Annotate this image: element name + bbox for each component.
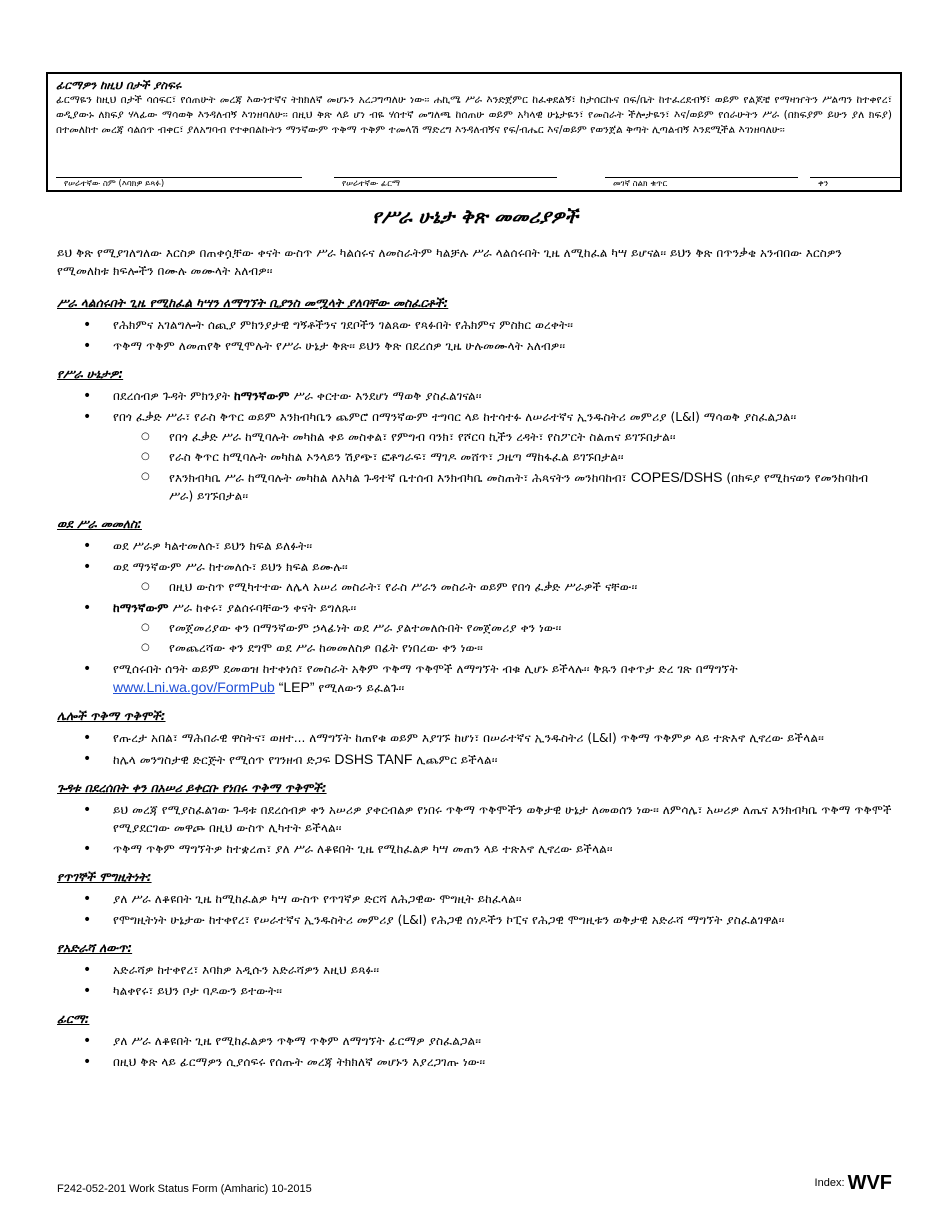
signature-box (46, 72, 902, 192)
text-span: የእንክብካቤ ሥራ ከሚባሉት መካከል ለአካል ጉዳተኛ ቤተሰብ እንክብካቤ መስጠት፣ ሕጻናትን መንከባከብ፣ (169, 471, 631, 485)
section-other-benefits (57, 707, 893, 769)
form-index (815, 1172, 892, 1195)
section-employer-benefits (57, 779, 893, 858)
section-heading: የሥራ ሁኔታዎ: (57, 367, 124, 381)
section-heading: የጥገኞች ሞግዚትነት: (57, 870, 152, 884)
worker-name-field[interactable]: የሠራተኛው ስም (እባክዎ ይጻፉ) (56, 177, 302, 190)
lep-keyword: “LEP” (274, 679, 315, 695)
program-name: DSHS TANF (334, 751, 413, 767)
text-span: ከሌላ መንግስታዊ ድርጅት የሚሰጥ የገንዘብ ድጋፍ (113, 753, 335, 767)
sub-list-item: ○ የመጨረሻው ቀን ደግሞ ወደ ሥራ ከመመለስዎ በፊት የነበረው ቀን ነው፡፡ (113, 639, 893, 657)
intro-paragraph: ይህ ቅጽ የሚያገለግለው እርስዎ በጠቀሷቸው ቀናት ውስጥ ሥራ ካልሰሩና ለመስራትም ካልቻሉ ሥራ ላልሰሩበት ጊዜ ለሚከፈል ካሣ ይሆናል፡፡ ይህን ቅጽ በጥንቃቄ አንብበው እርስዎን የሚመለከቱ ክፍሎችን በሙሉ መሙላት አለብዎ፡፡ (57, 246, 842, 278)
emphasis-text: ከማንኛውም (233, 389, 290, 403)
section-return-to-work (57, 515, 893, 697)
section-heading: ሌሎች ጥቅማ ጥቅሞች: (57, 709, 166, 723)
worker-signature-field[interactable]: የሠራተኛው ፊርማ (334, 177, 557, 190)
list-item: • ካልቀየሩ፣ ይህን ቦታ ባዶውን ይተውት፡፡ (57, 982, 893, 1000)
section-work-status (57, 365, 893, 505)
list-item: • አድራሻዎ ከተቀየረ፣ እባክዎ አዲሱን አድራሻዎን እዚህ ይጻፉ፡፡ (57, 961, 893, 979)
list-item: • የጡረታ አበል፣ ማሕበራዊ ዋስትና፣ ወዘተ... ለማግኘት ከጠየቁ ወይም እያገኙ ከሆነ፣ በሠራተኛና ኢንዱስትሪ (L&I) ጥቅማ ጥቅምዎ ላይ ተጽእኖ ሊኖረው ይችላል፡፡ (57, 729, 893, 747)
list-item: • ያለ ሥራ ለቆዩበት ጊዜ ከሚከፈልዎ ካሣ ውስጥ የጥገኛዎ ድርሻ ለሕጋዊው ሞግዚት ይከፈላል፡፡ (57, 890, 893, 908)
signature-fields-row (56, 177, 892, 193)
emphasis-text: ከማንኛውም (113, 601, 169, 615)
page-title: የሥራ ሁኔታ ቅጽ መመሪያዎች (372, 206, 578, 228)
text-span: የሚሰሩበት ሰዓት ወይም ደመወዝ ከተቀነሰ፣ የመስራት አቅም ጥቅማ ጥቅሞች ለማግኘት ብቁ ሊሆኑ ይችላሉ፡፡ ቅጹን በቀጥታ ድረ ገጽ በማግኘት (113, 662, 738, 676)
text-span: ሥራ ከቀሩ፣ ያልሰሩባቸውን ቀናት ይግለጹ፡፡ (168, 601, 357, 615)
list-item: • በዚህ ቅጽ ላይ ፊርማዎን ሲያሰፍሩ የሰጡት መረጃ ትክክለኛ መሆኑን እያረጋገጡ ነው፡፡ (57, 1053, 893, 1071)
text-span: የሚለውን ይፈልጉ፡፡ (314, 681, 405, 695)
list-item: • ጥቅማ ጥቅም ማግኘትዎ ከተቋረጠ፣ ያለ ሥራ ለቆዩበት ጊዜ የሚከፈልዎ ካሣ መጠን ላይ ተጽእኖ ሊኖረው ይችላል፡፡ (57, 840, 893, 858)
sub-list-item: ○ የበጎ ፈቃድ ሥራ ከሚባሉት መካከል ቀይ መስቀል፣ የምግብ ባንክ፣ የሾርባ ኪችን ረዳት፣ የስፖርት ስልጠና ይገኙበታል፡፡ (113, 428, 893, 446)
form-id: F242-052-201 Work Status Form (Amharic) 10-2015 (57, 1183, 312, 1195)
text-span: የበጎ ፈቃድ ሥራ፣ የራስ ቅጥር ወይም እንክብካቤን ጨምሮ በማንኛውም ተግባር ላይ ከተሳተፉ ለሠራተኛና ኢንዱስትሪ መምሪያ (L&I) ማሳወቅ ያስፈልጋል፡፡ (113, 410, 797, 424)
list-item: • ያለ ሥራ ለቆዩበት ጊዜ የሚከፈልዎን ጥቅማ ጥቅም ለማግኘት ፊርማዎ ያስፈልጋል፡፡ (57, 1032, 893, 1050)
sub-list-item: ○ የመጀመሪያው ቀን በማንኛውም ኃላፊነት ወደ ሥራ ያልተመለሱበት የመጀመሪያ ቀን ነው፡፡ (113, 619, 893, 637)
signature-box-text: ፊርማዬን ከዚህ በታች ሳሰፍር፣ የሰጠሁት መረጃ እውነተኛና ትክክለኛ መሆኑን አረጋግጣለሁ ነው፡፡ ሐኪሜ ሥራ እንድጀምር ከፈቀደልኝ፣ ከታሰርኩና በፍ/ቤት ከተፈረደብኝ፣ ወይም የልጆቼ የማዛዠትን ሥልጣን ከተቀየረ፣ ወዲያውኑ ለክፍያ ሃላፊው ማሳወቅ እንዳለብኝ እገነዘባለሁ፡፡ በዚህ ቅጽ ላይ ሆነ ብዬ ሃሰተኛ መግለጫ ከሰጠሁ ወይም አካላዊ ሁኔታዬን፣ የመስራት ችሎታዬን፣ እና/ወይም የሰራሁትን ሥራ (በክፍያም ይሁን ያለ ክፍያ) በተመለከተ መረጃ ሳልሰጥ ብቀር፣ ያለአግባብ የተቀበልኩትን ማንኛውም ጥቅማ ጥቅም ተመላሽ ማድረግ እንዳለብኝና የፍ/ብሔር እና/ወይም የወንጀል ቅጣት ሊጣልብኝ እንደሚችል እገነዘባለሁ፡፡ (56, 94, 892, 137)
section-dependents-custody (57, 868, 893, 929)
text-span: ሥራ ቀርተው እንደሆነ ማወቅ ያስፈልገናል፡፡ (289, 389, 482, 403)
section-requirements (57, 294, 893, 355)
text-span: ሊጨምር ይችላል፡፡ (412, 753, 498, 767)
program-name: COPES/DSHS (630, 469, 723, 485)
index-code: WVF (847, 1172, 892, 1194)
index-label: Index: (814, 1177, 848, 1189)
list-item: • የሞግዚትነት ሁኔታው ከተቀየረ፣ የሠራተኛና ኢንዱስትሪ መምሪያ (L&I) የሕጋዊ ሰነዶችን ኮፒና የሕጋዊ ሞግዚቱን ወቅታዊ አድራሻ ማግኘት ያስፈልገዋል፡፡ (57, 911, 893, 929)
list-item (57, 558, 893, 596)
text-span: በደረሰብዎ ጉዳት ምክንያት (113, 389, 234, 403)
signature-box-title: ፊርማዎን ከዚህ በታች ያስፍሩ (56, 78, 182, 92)
list-item: • ጥቅማ ጥቅም ለመጠየቅ የሚሞሉት የሥራ ሁኔታ ቅጽ፡፡ ይህን ቅጽ በደረሰዎ ጊዜ ሁሉመሙላት አለብዎ፡፡ (57, 337, 893, 355)
section-heading: ወደ ሥራ መመለስ: (57, 517, 142, 531)
list-item: • የሕክምና አገልግሎት ሰጪያ ምክንያታዊ ግኝቶችንና ገደቦችን ገልጸው የጻፉበት የሕክምና ምስክር ወረቀት፡፡ (57, 316, 893, 334)
phone-number-field[interactable]: መገኛ ስልክ ቁጥር (605, 177, 798, 190)
list-item (57, 660, 893, 697)
list-item (57, 750, 893, 769)
list-item (57, 408, 893, 505)
instructions-body (57, 244, 893, 1074)
section-heading: ሥራ ላልሰሩበት ጊዜ የሚከፈል ካሣን ለማግኘት ቢያንስ መሟላት ያለባቸው መስፈርቶች: (57, 296, 449, 310)
section-heading: ፊርማ: (57, 1012, 90, 1026)
sub-list-item (113, 468, 893, 505)
section-heading: የአድራሻ ለውጥ: (57, 941, 133, 955)
text-span: (በክፍያ የሚከናወን የመንከባከብ ሥራ) ይገኙበታል፡፡ (169, 471, 869, 503)
date-field[interactable]: ቀን (810, 177, 900, 190)
sub-list-item: ○ በዚህ ውስጥ የሚካተተው ለሌላ አሠሪ መስራት፣ የራስ ሥራን መስራት ወይም የበጎ ፈቃድ ሥራዎች ናቸው፡፡ (113, 578, 893, 596)
list-item (57, 599, 893, 657)
section-address-change (57, 939, 893, 1000)
sub-list-item: ○ የራስ ቅጥር ከሚባሉት መካከል ኦንላይን ሽያጭ፣ ፎቶግራፍ፣ ማገዶ መሸጥ፣ ጋዜጣ ማከፋፈል ይገኙበታል፡፡ (113, 448, 893, 466)
section-heading: ጉዳቱ በደረሰበት ቀን በአሠሪ ይቀርቡ የነበሩ ጥቅማ ጥቅሞች: (57, 781, 327, 795)
list-item: • ይህ መረጃ የሚያስፈልገው ጉዳቱ በደረሰብዎ ቀን አሠሪዎ ያቀርብልዎ የነበሩ ጥቅማ ጥቅሞችን ወቅታዊ ሁኔታ ለመወሰን ነው፡፡ ለምሳሌ፣ አሠሪዎ ለጤና እንክብካቤ ጥቅማ ጥቅሞች የሚያደርገው መዋጮ በዚህ ውስጥ ሊካተት ይችላል፡፡ (57, 801, 893, 837)
list-item: • ወደ ሥራዎ ካልተመለሱ፣ ይህን ክፍል ይለፉት፡፡ (57, 537, 893, 555)
formpub-link[interactable]: www.Lni.wa.gov/FormPub (113, 679, 275, 695)
list-item (57, 387, 893, 405)
section-signature (57, 1010, 893, 1071)
text-span: ወደ ማንኛውም ሥራ ከተመለሱ፣ ይህን ክፍል ይሙሉ፡፡ (113, 560, 348, 574)
